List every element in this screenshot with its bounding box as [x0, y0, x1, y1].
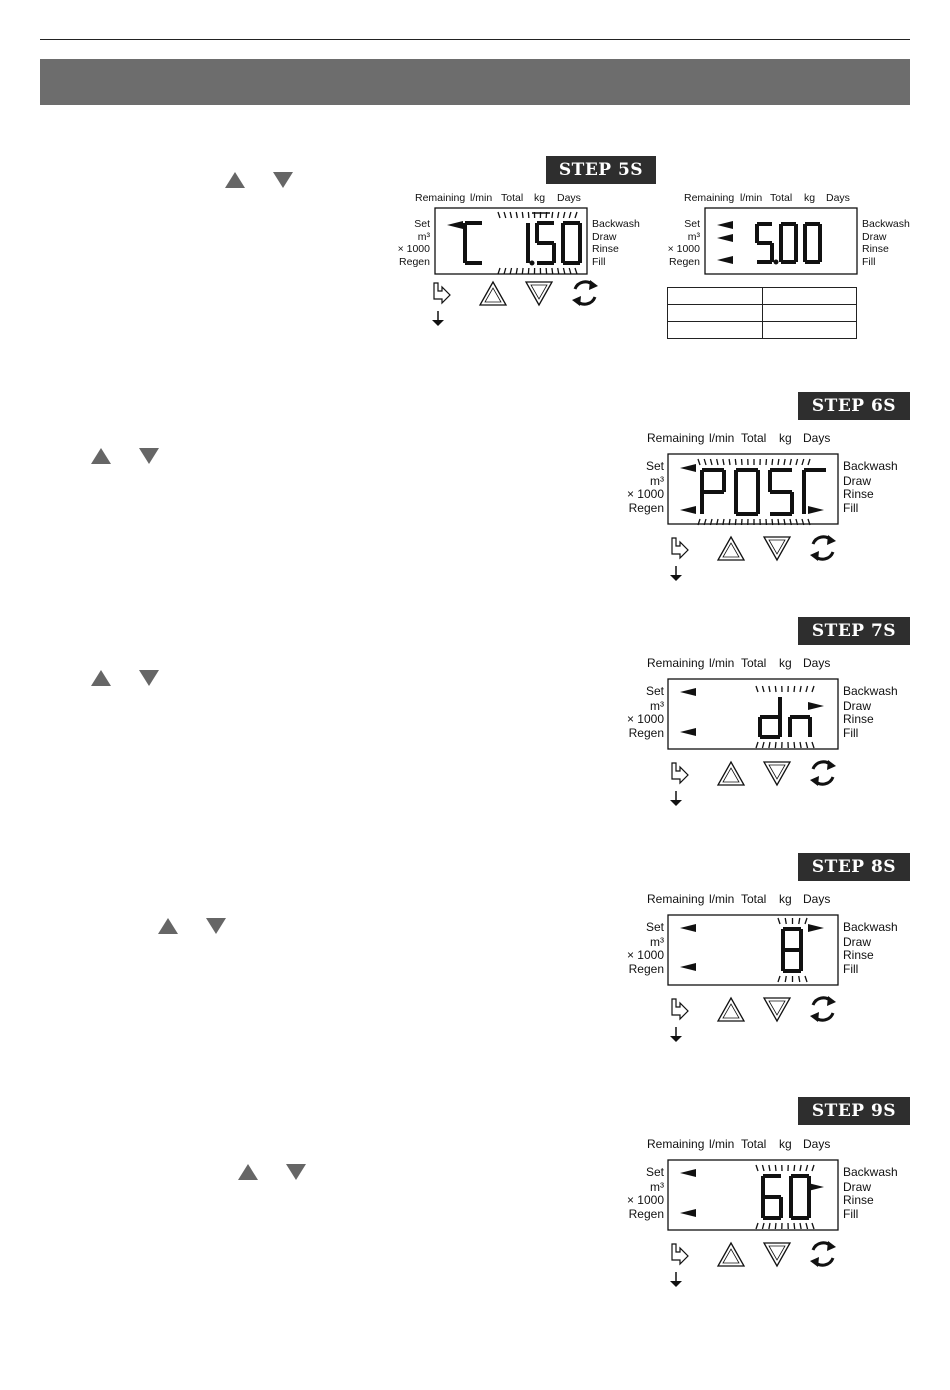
- regenerate-icon: [810, 996, 836, 1022]
- left-label: × 1000: [667, 243, 700, 255]
- left-label: Regen: [399, 256, 430, 268]
- right-label: Backwash: [592, 218, 640, 230]
- down-arrow-icon: [670, 566, 682, 581]
- lcd-digit: [530, 223, 555, 266]
- top-label: Total: [741, 1137, 767, 1151]
- table-cell: [668, 288, 763, 305]
- top-label: kg: [534, 192, 546, 204]
- right-label: Fill: [862, 256, 876, 268]
- top-label: Days: [803, 892, 831, 906]
- left-label: × 1000: [626, 1193, 664, 1207]
- left-label: m³: [650, 1180, 664, 1194]
- lcd-digit: [790, 717, 810, 737]
- step-arrow-icon: [672, 538, 688, 558]
- down-triangle-icon: [139, 448, 159, 464]
- down-arrow-icon: [670, 791, 682, 806]
- top-label: l/min: [709, 892, 735, 906]
- down-triangle-icon: [526, 282, 552, 305]
- up-triangle-icon: [718, 762, 744, 785]
- top-label: Remaining: [684, 192, 735, 204]
- down-arrow-icon: [670, 1027, 682, 1042]
- step-8s-badge: STEP 8S: [798, 853, 910, 881]
- left-label: Set: [645, 1165, 664, 1179]
- step-7s-badge: STEP 7S: [798, 617, 910, 645]
- right-label: Rinse: [592, 243, 619, 255]
- top-label: kg: [779, 1137, 792, 1151]
- table-cell: [762, 305, 857, 322]
- left-label: Regen: [628, 1207, 664, 1221]
- arrow-pair-7s: [91, 668, 159, 688]
- right-label: Fill: [843, 962, 859, 976]
- left-label: m³: [650, 699, 664, 713]
- top-label: l/min: [709, 431, 735, 445]
- table-cell: [762, 322, 857, 339]
- up-triangle-icon: [158, 918, 178, 934]
- down-triangle-icon: [764, 762, 790, 785]
- down-triangle-icon: [764, 998, 790, 1021]
- lcd-digit: [805, 224, 820, 262]
- down-triangle-icon: [764, 537, 790, 560]
- up-triangle-icon: [91, 448, 111, 464]
- lcd-digit: [702, 470, 724, 514]
- top-label: Remaining: [647, 1137, 705, 1151]
- top-label: Remaining: [647, 431, 705, 445]
- top-label: Days: [826, 192, 850, 204]
- right-label: Backwash: [843, 684, 898, 698]
- up-triangle-icon: [480, 282, 506, 305]
- lcd-digit: [757, 224, 772, 262]
- arrow-pair-9s: [238, 1162, 306, 1182]
- lcd-digit: [791, 1176, 809, 1218]
- lcd-digit: [465, 223, 482, 263]
- top-label: kg: [779, 431, 792, 445]
- display-panel-9s: [620, 1136, 920, 1296]
- left-label: Set: [684, 218, 700, 230]
- left-label: × 1000: [626, 487, 664, 501]
- down-triangle-icon: [206, 918, 226, 934]
- display-panel-6s: [620, 430, 920, 590]
- top-label: l/min: [740, 192, 763, 204]
- step-arrow-icon: [672, 763, 688, 783]
- down-triangle-icon: [286, 1164, 306, 1180]
- top-label: Total: [741, 431, 767, 445]
- right-label: Fill: [592, 256, 606, 268]
- table-row: [668, 288, 857, 305]
- lcd-digit: [563, 223, 580, 263]
- lcd-digit: [763, 1176, 781, 1218]
- right-label: Draw: [592, 231, 617, 243]
- right-label: Draw: [843, 1180, 872, 1194]
- arrow-pair-6s: [91, 446, 159, 466]
- arrow-pair-8s: [158, 916, 226, 936]
- right-label: Rinse: [843, 1193, 874, 1207]
- section-header-bar: [40, 59, 910, 105]
- left-label: Set: [645, 459, 664, 473]
- regenerate-icon: [810, 760, 836, 786]
- step-5s-badge: STEP 5S: [546, 156, 656, 184]
- up-triangle-icon: [718, 1243, 744, 1266]
- step-arrow-icon: [434, 283, 450, 303]
- regenerate-icon: [572, 280, 598, 306]
- display-panel-7s: [620, 655, 920, 815]
- right-label: Rinse: [843, 948, 874, 962]
- top-label: kg: [779, 892, 792, 906]
- down-arrow-icon: [670, 1272, 682, 1287]
- left-label: Regen: [628, 726, 664, 740]
- left-label: × 1000: [626, 712, 664, 726]
- right-label: Draw: [843, 699, 872, 713]
- table-cell: [668, 322, 763, 339]
- arrow-pair-5s: [225, 170, 293, 190]
- settings-table: [667, 287, 857, 339]
- right-label: Draw: [843, 935, 872, 949]
- top-label: Days: [803, 431, 831, 445]
- right-label: Backwash: [843, 459, 898, 473]
- display-panel-5s-value: [660, 188, 910, 288]
- lcd-digit: [783, 929, 801, 971]
- right-label: Rinse: [843, 487, 874, 501]
- display-panel-5s-set: [390, 188, 650, 328]
- top-label: Total: [741, 892, 767, 906]
- top-label: Days: [803, 656, 831, 670]
- right-label: Draw: [843, 474, 872, 488]
- table-cell: [762, 288, 857, 305]
- top-label: Remaining: [415, 192, 466, 204]
- step-arrow-icon: [672, 1244, 688, 1264]
- right-label: Rinse: [862, 243, 889, 255]
- left-label: m³: [417, 231, 430, 243]
- up-triangle-icon: [225, 172, 245, 188]
- top-label: l/min: [709, 656, 735, 670]
- regenerate-icon: [810, 535, 836, 561]
- up-triangle-icon: [718, 537, 744, 560]
- right-label: Backwash: [843, 920, 898, 934]
- left-label: Set: [414, 218, 430, 230]
- right-label: Fill: [843, 726, 859, 740]
- top-label: kg: [779, 656, 792, 670]
- right-label: Backwash: [843, 1165, 898, 1179]
- top-rule: [40, 39, 910, 40]
- top-label: Total: [770, 192, 793, 204]
- top-label: Days: [803, 1137, 831, 1151]
- lcd-digit: [774, 224, 797, 265]
- left-label: Regen: [628, 501, 664, 515]
- regenerate-icon: [810, 1241, 836, 1267]
- right-label: Backwash: [862, 218, 910, 230]
- left-label: × 1000: [626, 948, 664, 962]
- top-label: Total: [501, 192, 524, 204]
- top-label: l/min: [709, 1137, 735, 1151]
- left-label: × 1000: [397, 243, 430, 255]
- up-triangle-icon: [91, 670, 111, 686]
- down-arrow-icon: [432, 311, 444, 326]
- up-triangle-icon: [238, 1164, 258, 1180]
- right-label: Draw: [862, 231, 887, 243]
- table-row: [668, 322, 857, 339]
- display-panel-8s: [620, 891, 920, 1051]
- left-label: Regen: [669, 256, 700, 268]
- down-triangle-icon: [764, 1243, 790, 1266]
- table-cell: [668, 305, 763, 322]
- step-6s-badge: STEP 6S: [798, 392, 910, 420]
- top-label: kg: [804, 192, 816, 204]
- left-label: m³: [650, 935, 664, 949]
- top-label: Remaining: [647, 656, 705, 670]
- right-label: Fill: [843, 1207, 859, 1221]
- up-triangle-icon: [718, 998, 744, 1021]
- top-label: Days: [557, 192, 581, 204]
- lcd-digit: [770, 470, 792, 514]
- left-label: m³: [687, 231, 700, 243]
- down-triangle-icon: [273, 172, 293, 188]
- top-label: Remaining: [647, 892, 705, 906]
- table-row: [668, 305, 857, 322]
- lcd-digit: [736, 470, 758, 514]
- step-9s-badge: STEP 9S: [798, 1097, 910, 1125]
- step-arrow-icon: [672, 999, 688, 1019]
- left-label: Set: [645, 684, 664, 698]
- left-label: Set: [645, 920, 664, 934]
- left-label: m³: [650, 474, 664, 488]
- top-label: l/min: [470, 192, 493, 204]
- left-label: Regen: [628, 962, 664, 976]
- down-triangle-icon: [139, 670, 159, 686]
- lcd-digit: [804, 470, 826, 514]
- lcd-digit: [760, 697, 780, 737]
- top-label: Total: [741, 656, 767, 670]
- right-label: Rinse: [843, 712, 874, 726]
- right-label: Fill: [843, 501, 859, 515]
